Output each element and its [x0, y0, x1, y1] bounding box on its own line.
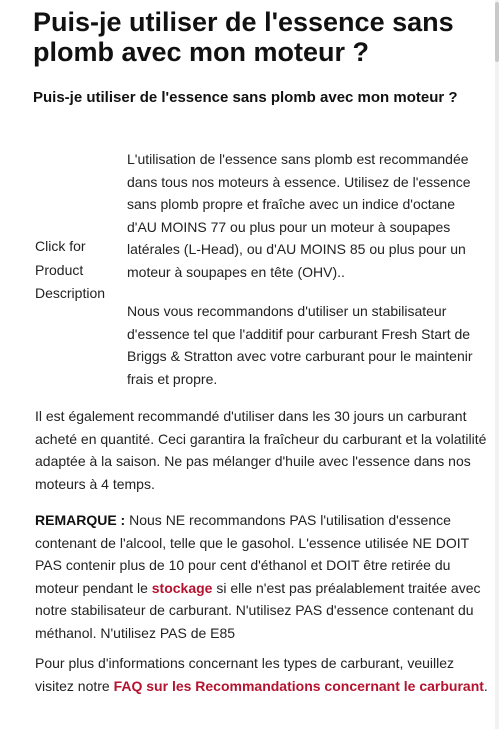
scrollbar-track[interactable] [495, 0, 499, 729]
product-description-link-line: Product [35, 261, 84, 278]
product-description-link[interactable] [35, 235, 120, 306]
more-info-end: . [483, 677, 488, 694]
stabilizer-paragraph: Nous vous recommandons d'utiliser un stabilisateur d'essence tel que l'additif pour carburant Fresh Start de Briggs & Stratton avec votre carburant pour le maintenir frais et propre. [127, 303, 473, 387]
more-info-paragraph [35, 652, 490, 697]
storage-link[interactable]: stockage [151, 579, 213, 596]
product-description-link-line: Description [35, 285, 106, 301]
page-title: Puis-je utiliser de l'essence sans plomb avec mon moteur ? [33, 7, 454, 67]
scrollbar-thumb[interactable] [495, 2, 499, 62]
storage-paragraph: Il est également recommandé d'utiliser dans les 30 jours un carburant acheté en quantité. Ceci garantira la fraîcheur du carburant et la volatilité adaptée à la saison. Ne pas mélanger d'huile avec l'essence dans nos moteurs à 4 temps. [35, 408, 487, 492]
remark-text: Nous NE recommandons PAS l'utilisation d'essence contenant de l'alcool, telle que le gasohol. L'essence utilisée NE DOIT PAS contenir plus de 10 pour cent d'éthanol et DOIT être retirée du moteur pendant le [35, 512, 469, 596]
remark-paragraph [35, 509, 490, 644]
remark-label: REMARQUE : [35, 512, 126, 528]
section-heading: Puis-je utiliser de l'essence sans plomb avec mon moteur ? [33, 89, 458, 106]
product-description-link-line: Click for [35, 238, 86, 254]
unleaded-recommendation-paragraph: L'utilisation de l'essence sans plomb est recommandée dans tous nos moteurs à essence. Utilisez de l'essence sans plomb propre et fraîche avec un indice d'octane d'AU MOINS 77 ou plus pour un moteur à soupapes latérales (L-Head), ou d'AU MOINS 85 ou plus pour un moteur à soupapes en tête (OHV).. [127, 151, 471, 280]
more-info-text: Pour plus d'informations concernant les types de carburant, veuillez visitez notre [35, 655, 455, 694]
remark-text-end: si elle n'est pas préalablement traitée avec notre stabilisateur de carburant. N'utilisez PAS d'essence contenant du méthanol. N'utilisez PAS de E85 [35, 579, 481, 641]
product-description-text [127, 148, 487, 390]
fuel-faq-link[interactable]: FAQ sur les Recommandations concernant le carburant [113, 677, 484, 694]
